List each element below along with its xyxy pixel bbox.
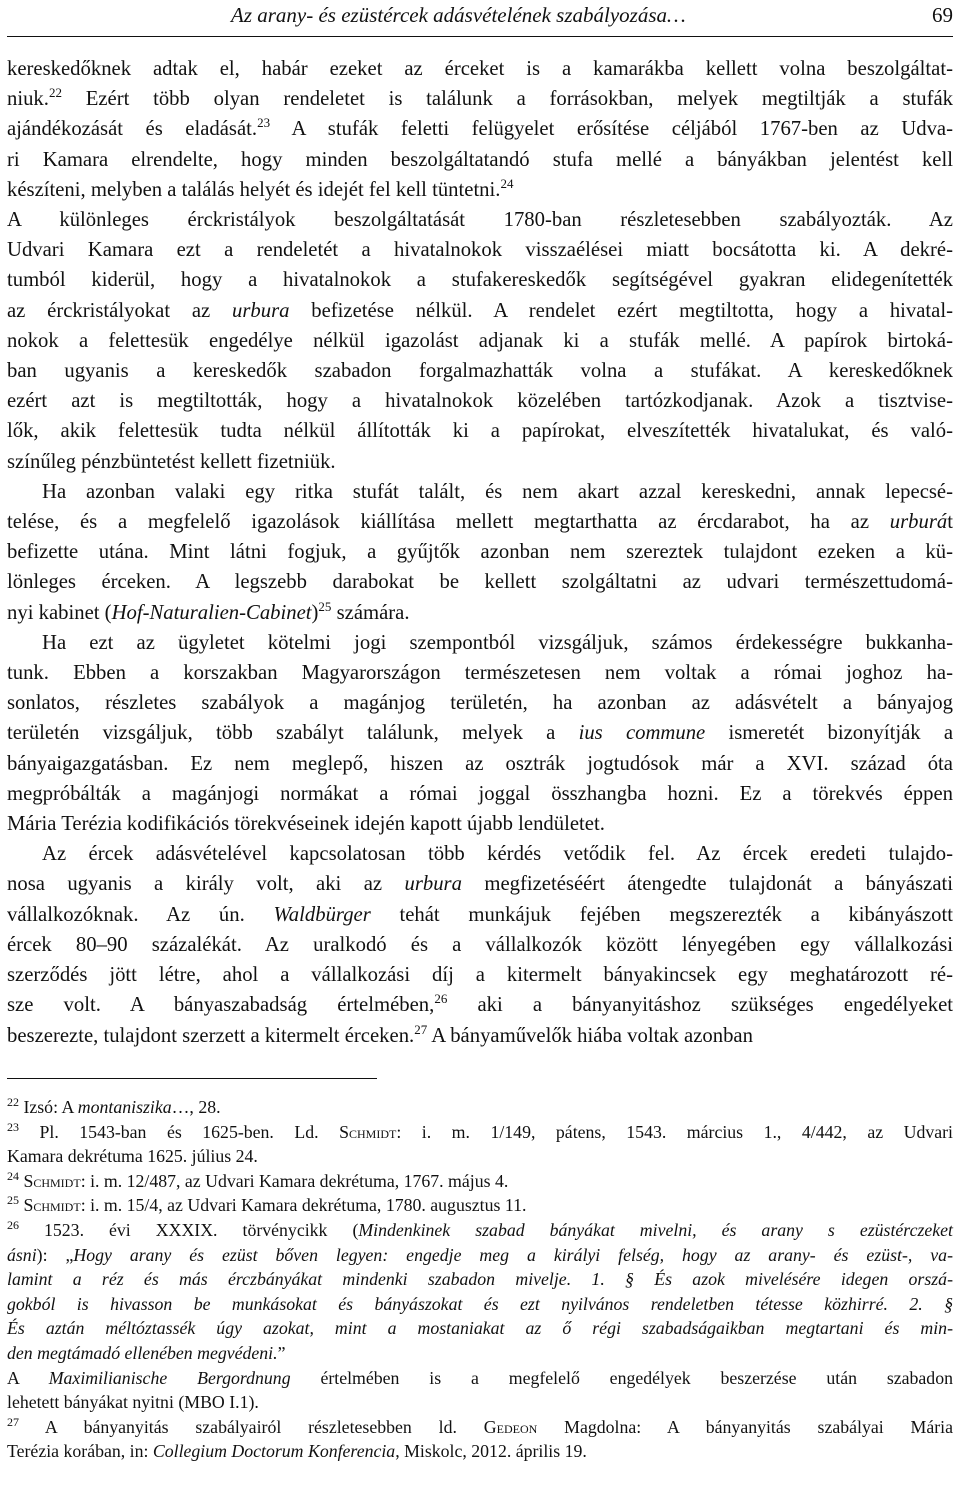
paragraph: [7, 628, 953, 839]
text-line: [7, 145, 953, 175]
text-run: tunk. Ebben a korszakban Magyarországon természetesen nem voltak a római joghoz ha-: [7, 662, 953, 685]
text-run: készíteni, melyben a találás helyét és idejét fel kell tüntetni.: [7, 178, 501, 201]
footnote-line: [7, 1439, 953, 1464]
text-line: [7, 809, 953, 839]
text-line: [7, 598, 953, 628]
footnote-line: [7, 1193, 953, 1218]
text-run: Az ércek adásvételével kapcsolatosan több kérdés vetődik fel. Az ércek eredeti tulajdo-: [42, 843, 953, 866]
text-run: lönleges érceken. A legszebb darabokat be kellett szolgáltatni az udvari természettudomá-: [7, 571, 953, 594]
text-run: Izsó: A: [19, 1097, 78, 1117]
text-run: ismeretét bizonyítják a: [705, 722, 954, 745]
footnote-line: [7, 1366, 953, 1391]
footnote-line: [7, 1341, 953, 1366]
text-line: [7, 356, 953, 386]
footnote-ref: 26: [7, 1217, 19, 1232]
footnote-line: [7, 1169, 953, 1194]
author-name: Schmidt: [23, 1195, 81, 1216]
text-line: [7, 537, 953, 567]
text-run: számára.: [331, 601, 410, 624]
text-run: : i. m. 15/4, az Udvari Kamara dekrétuma, 1780. augusztus 11.: [80, 1195, 527, 1216]
text-run: színűleg pénzbüntetést kellett fizetniük.: [7, 450, 336, 473]
footnote-line: [7, 1144, 953, 1169]
text-run: 1523. évi XXXIX. törvénycikk (: [19, 1219, 359, 1240]
text-run: kereskedőknek adtak el, habár ezeket az érceket is a kamarákba kellett volna beszolgáltat-: [7, 58, 953, 80]
footnote-line: [7, 1243, 953, 1268]
main-text: [7, 54, 953, 1051]
footnote-line: [7, 1095, 953, 1120]
running-header: [7, 0, 953, 37]
italic-text: ásni: [7, 1244, 37, 1265]
text-run: befizetése nélkül. A rendelet ezért megtiltotta, hogy a hivatal-: [289, 299, 953, 322]
italic-text: Collegium Doctorum Konferencia: [152, 1441, 396, 1462]
italic-text: Maximilianische Bergordnung: [48, 1367, 291, 1388]
text-line: [7, 326, 953, 356]
text-run: Kamara dekrétuma 1625. július 24.: [7, 1146, 258, 1167]
text-line: [7, 296, 953, 326]
text-run: területén vizsgáljuk, több szabályt találunk, melyek a: [7, 722, 579, 745]
footnote-ref: 27: [414, 1021, 428, 1037]
text-run: : i. m. 12/487, az Udvari Kamara dekrétuma, 1767. május 4.: [80, 1170, 509, 1191]
author-name: Schmidt: [23, 1170, 81, 1191]
text-line: [7, 84, 953, 114]
footnote-line: [7, 1292, 953, 1317]
footnote-line: [7, 1120, 953, 1145]
text-run: nokok a felettesük engedélye nélkül igazolást adjanak ki a stufák mellé. A papírok birtoká-: [7, 329, 953, 352]
footnote-ref: 22: [7, 1095, 19, 1109]
italic-text: den megtámadó ellenében megvédeni.: [7, 1342, 278, 1363]
text-line: [7, 175, 953, 205]
footnote-line: [7, 1390, 953, 1415]
text-line: [7, 114, 953, 144]
footnote-ref: 25: [318, 598, 332, 614]
text-line: [7, 386, 953, 416]
text-line: [7, 447, 953, 477]
italic-text: urburá: [889, 511, 948, 534]
text-run: lők, akik felettesük tudta nélkül állították ki a papírokat, elveszítették hivatalukat, és való-: [7, 420, 953, 443]
text-line: [7, 477, 953, 507]
text-line: [7, 749, 953, 779]
text-line: [7, 930, 953, 960]
italic-text: urbura: [231, 299, 290, 322]
text-run: telése, és a megfelelő igazolások kiállítása mellett megtarthatta az ércdarabot, ha az: [7, 511, 890, 534]
text-run: megfizetéséért átengedte tulajdonát a bányászati: [461, 873, 953, 896]
text-run: …, 28.: [171, 1097, 221, 1117]
text-run: sonlatos, részletes szabályok a magánjog területén, ha azonban az adásvételt a bányajog: [7, 692, 953, 715]
text-run: Ezért több olyan rendeletet is találunk a forrásokban, melyek megtiltják a stufák: [61, 88, 953, 111]
footnotes: [7, 1095, 953, 1464]
text-line: [7, 507, 953, 537]
text-line: [7, 567, 953, 597]
text-run: aki a bányanyitáshoz szükséges engedélyeket: [447, 994, 953, 1017]
text-run: A bányanyitás szabályairól részletesebben ld.: [19, 1416, 484, 1437]
text-run: ajándékozását és eladását.: [7, 118, 258, 141]
text-line: [7, 990, 953, 1020]
text-line: [7, 54, 953, 84]
text-line: [7, 718, 953, 748]
text-run: Magdolna: A bányanyitás szabályai Mária: [537, 1416, 953, 1437]
document-page: [7, 0, 954, 1462]
text-line: [7, 869, 953, 899]
footnote-ref: 23: [7, 1119, 19, 1134]
text-run: vállalkozóknak. Az ún.: [7, 903, 274, 926]
text-run: beszerezte, tulajdont szerzett a kitermelt érceken.: [7, 1024, 415, 1047]
running-title: Az arany- és ezüstércek adásvételének szabályozása…: [231, 3, 686, 27]
text-run: ri Kamara elrendelte, hogy minden beszolgáltatandó stufa mellé a bányákban jelentést kell: [7, 148, 953, 171]
text-run: Terézia korában, in:: [7, 1441, 153, 1462]
italic-text: Mindenkinek szabad bányákat mivelni, és arany s ezüstérczeket: [358, 1219, 953, 1240]
footnote-line: [7, 1218, 953, 1243]
text-line: [7, 839, 953, 869]
text-line: [7, 416, 953, 446]
text-run: t: [947, 511, 953, 534]
author-name: Gedeon: [483, 1416, 538, 1437]
italic-text: montaniszika: [77, 1097, 172, 1117]
text-run: , Miskolc, 2012. április 19.: [395, 1441, 587, 1462]
text-run: sze volt. A bányaszabadság értelmében,: [7, 994, 435, 1017]
text-run: A bányaművelők hiába voltak azonban: [427, 1024, 753, 1047]
text-run: szerződés jött létre, ahol a vállalkozási díj a kitermelt bányakincsek egy meghatározott ré-: [7, 964, 953, 987]
footnote-ref: 27: [7, 1414, 19, 1429]
text-run: Ha azonban valaki egy ritka stufát talált, és nem akart azzal kereskedni, annak lepecsé-: [42, 480, 953, 503]
italic-text: Hof-Naturalien-Cabinet: [111, 601, 312, 624]
text-line: [7, 960, 953, 990]
text-run: ércek 80–90 százalékát. Az uralkodó és a vállalkozók között lényegében egy vállalkozási: [7, 933, 953, 956]
text-run: értelmében is a megfelelő engedélyek beszerzése után szabadon: [290, 1367, 953, 1388]
text-run: befizette utána. Mint látni fogjuk, a gyűjtők azonban nem szereztek tulajdont ezeken a kü-: [7, 541, 953, 564]
footnote-ref: 23: [257, 115, 271, 131]
page-number: 69: [932, 3, 953, 27]
text-line: [7, 688, 953, 718]
text-run: : i. m. 1/149, pátens, 1543. március 1., 4/442, az Udvari: [396, 1121, 954, 1142]
italic-text: gokból is hivasson be munkásokat és bányászokat és ezt nyilvános rendeletben tétesse közhirré. 2. §: [7, 1293, 953, 1314]
text-line: [7, 628, 953, 658]
footnote-ref: 24: [500, 175, 514, 191]
paragraph: [7, 477, 953, 628]
text-line: [7, 900, 953, 930]
italic-text: És aztán méltóztassék úgy azokat, mint a mostaniakat az ő régi szabadságaikban megtartani és min-: [7, 1318, 953, 1339]
text-run: tehát munkájuk fejében megszerezték a kibányászott: [370, 903, 953, 926]
footnote-line: [7, 1316, 953, 1341]
text-run: Udvari Kamara ezt a rendeletét a hivatalnokok visszaélései miatt bocsátotta ki. A dekré-: [7, 239, 953, 262]
author-name: Schmidt: [339, 1121, 397, 1142]
italic-text: ius commune: [578, 722, 706, 745]
text-run: ): [311, 601, 319, 624]
text-run: A: [7, 1367, 49, 1388]
text-run: ): „: [36, 1244, 74, 1265]
paragraph: [7, 54, 953, 477]
footnote-line: [7, 1267, 953, 1292]
text-run: megpróbálták a magánjogi normákat a római joggal összhangba hozni. Ez a törekvés éppen: [7, 782, 953, 805]
text-run: nosa ugyanis a király volt, aki az: [7, 873, 405, 896]
italic-text: Hogy arany és ezüst bőven legyen: engedje meg a királyi felség, hogy az arany- és ezüst-, va-: [73, 1244, 953, 1265]
text-run: tumból kiderül, hogy a hivatalnokok a stufakereskedők segítségével gyakran elidegenítették: [7, 269, 953, 292]
text-run: bányaigazgatásban. Ez nem meglepő, hiszen az osztrák jogtudósok már a XVI. század óta: [7, 752, 953, 775]
footnote-ref: 25: [7, 1193, 19, 1208]
text-line: [7, 779, 953, 809]
text-run: nyi kabinet (: [7, 601, 112, 624]
footnote-ref: 24: [7, 1168, 19, 1183]
text-run: ban ugyanis a kereskedők szabadon forgalmazhatták volna a stufákat. A kereskedőknek: [7, 360, 953, 383]
text-run: Pl. 1543-ban és 1625-ben. Ld.: [19, 1121, 340, 1142]
text-run: ezért azt is megtiltották, hogy a hivatalnokok közelében tartózkodjanak. Azok a tisztvise-: [7, 390, 953, 413]
text-run: niuk.: [7, 88, 49, 111]
text-run: az érckristályokat az: [7, 299, 232, 322]
text-run: ”: [277, 1342, 286, 1363]
footnote-ref: 26: [434, 991, 448, 1007]
text-run: A stufák feletti felügyelet erősítése céljából 1767-ben az Udva-: [270, 118, 954, 141]
text-run: lehetett bányákat nyitni (MBO I.1).: [7, 1392, 259, 1413]
text-run: A különleges érckristályok beszolgáltatását 1780-ban részletesebben szabályozták. Az: [7, 209, 953, 232]
text-line: [7, 658, 953, 688]
paragraph: [7, 839, 953, 1050]
italic-text: lamint a réz és más érczbányákat mindenki szabadon mivelje. 1. § És azok mivelésére idegen orszá-: [7, 1269, 953, 1290]
text-line: [7, 265, 953, 295]
footnote-ref: 22: [48, 85, 62, 101]
text-line: [7, 235, 953, 265]
footnote-separator: [7, 1078, 377, 1079]
italic-text: urbura: [404, 873, 462, 896]
text-run: Mária Terézia kodifikációs törekvéseinek idején kapott újabb lendületet.: [7, 813, 605, 836]
text-run: Ha ezt az ügyletet kötelmi jogi szempontból vizsgáljuk, számos érdekességre bukkanha-: [42, 631, 953, 654]
footnote-line: [7, 1415, 953, 1440]
italic-text: Waldbürger: [273, 903, 371, 926]
text-line: [7, 1021, 953, 1051]
text-line: [7, 205, 953, 235]
